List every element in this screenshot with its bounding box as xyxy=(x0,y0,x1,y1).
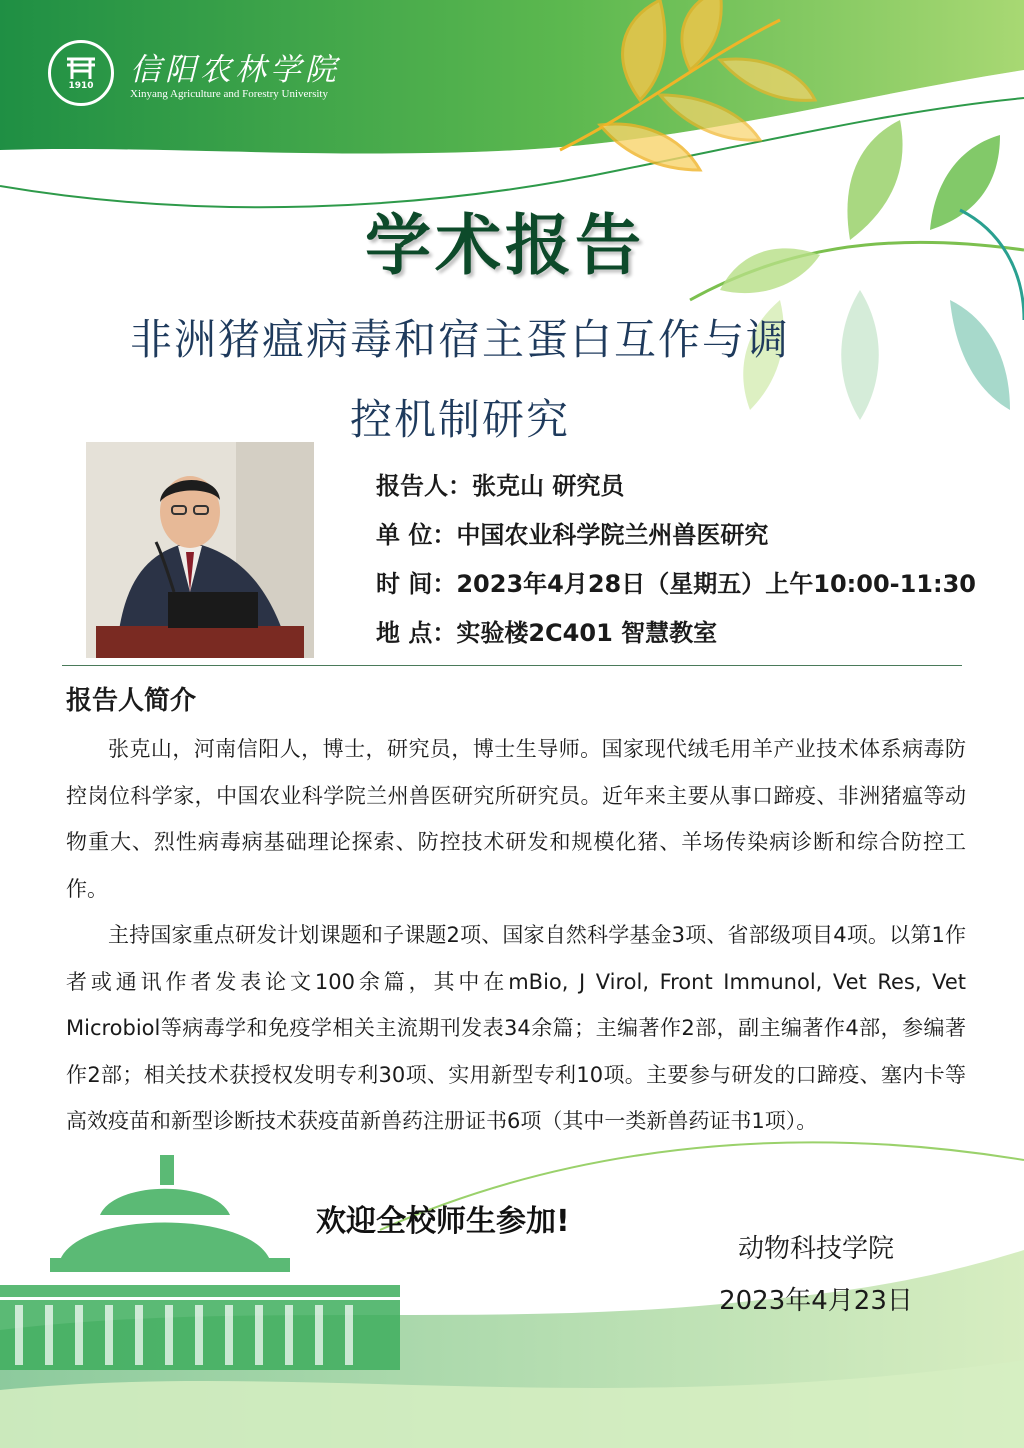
section-divider xyxy=(62,665,962,666)
university-seal-icon xyxy=(48,40,114,106)
bio-paragraph-1 xyxy=(66,726,966,912)
report-info xyxy=(376,466,996,662)
seal-gate-icon xyxy=(64,55,98,81)
bio-paragraph-2 xyxy=(66,912,966,1145)
speaker-photo xyxy=(86,442,314,658)
subtitle-line-1: 非洲猪瘟病毒和宿主蛋白互作与调 xyxy=(129,315,790,364)
page-title: 学术报告 xyxy=(365,207,645,284)
issuer-name: 动物科技学院 xyxy=(737,1234,894,1264)
seal-year: 1910 xyxy=(68,81,94,91)
time-info: 时 间：2023年4月28日（星期五）上午10:00-11:30 xyxy=(376,570,976,598)
bio-paragraph-2-text: 主持国家重点研发计划课题和子课题2项、国家自然科学基金3项、省部级项目4项。以第1作者或通讯作者发表论文100余篇，其中在mBio, J Virol, Front Immunol, Vet Res, Vet Microbiol等病毒学和免疫学相关主流期刊发表34余篇；主编著作2部，副主编著作4部，参编著作2部；相关技术获授权发明专利30项、实用新型专利10项。主要参与研发的口蹄疫、塞内卡等高效疫苗和新型诊断技术获疫苗新兽药注册证书6项（其中一类新兽药证书1项）。 xyxy=(66,923,966,1133)
place-info: 地 点：实验楼2C401 智慧教室 xyxy=(376,619,718,647)
unit-info: 单 位：中国农业科学院兰州兽医研究 xyxy=(376,521,769,549)
university-name-en: Xinyang Agriculture and Forestry University xyxy=(130,88,328,100)
speaker-portrait-illustration xyxy=(86,442,314,658)
bio-paragraph-1-text: 张克山，河南信阳人，博士，研究员，博士生导师。国家现代绒毛用羊产业技术体系病毒防控岗位科学家，中国农业科学院兰州兽医研究所研究员。近年来主要从事口蹄疫、非洲猪瘟等动物重大、烈性病毒病基础理论探索、防控技术研发和规模化猪、羊场传染病诊断和综合防控工作。 xyxy=(66,737,966,901)
speaker-info: 报告人：张克山 研究员 xyxy=(376,472,625,500)
issue-date: 2023年4月23日 xyxy=(719,1286,913,1316)
welcome-text: 欢迎全校师生参加! xyxy=(316,1204,570,1239)
bio-heading: 报告人简介 xyxy=(66,686,197,716)
report-subtitle xyxy=(40,300,880,460)
university-name-cn: 信阳农林学院 xyxy=(130,52,340,88)
subtitle-line-2: 控机制研究 xyxy=(349,395,570,444)
university-logo xyxy=(48,40,348,110)
